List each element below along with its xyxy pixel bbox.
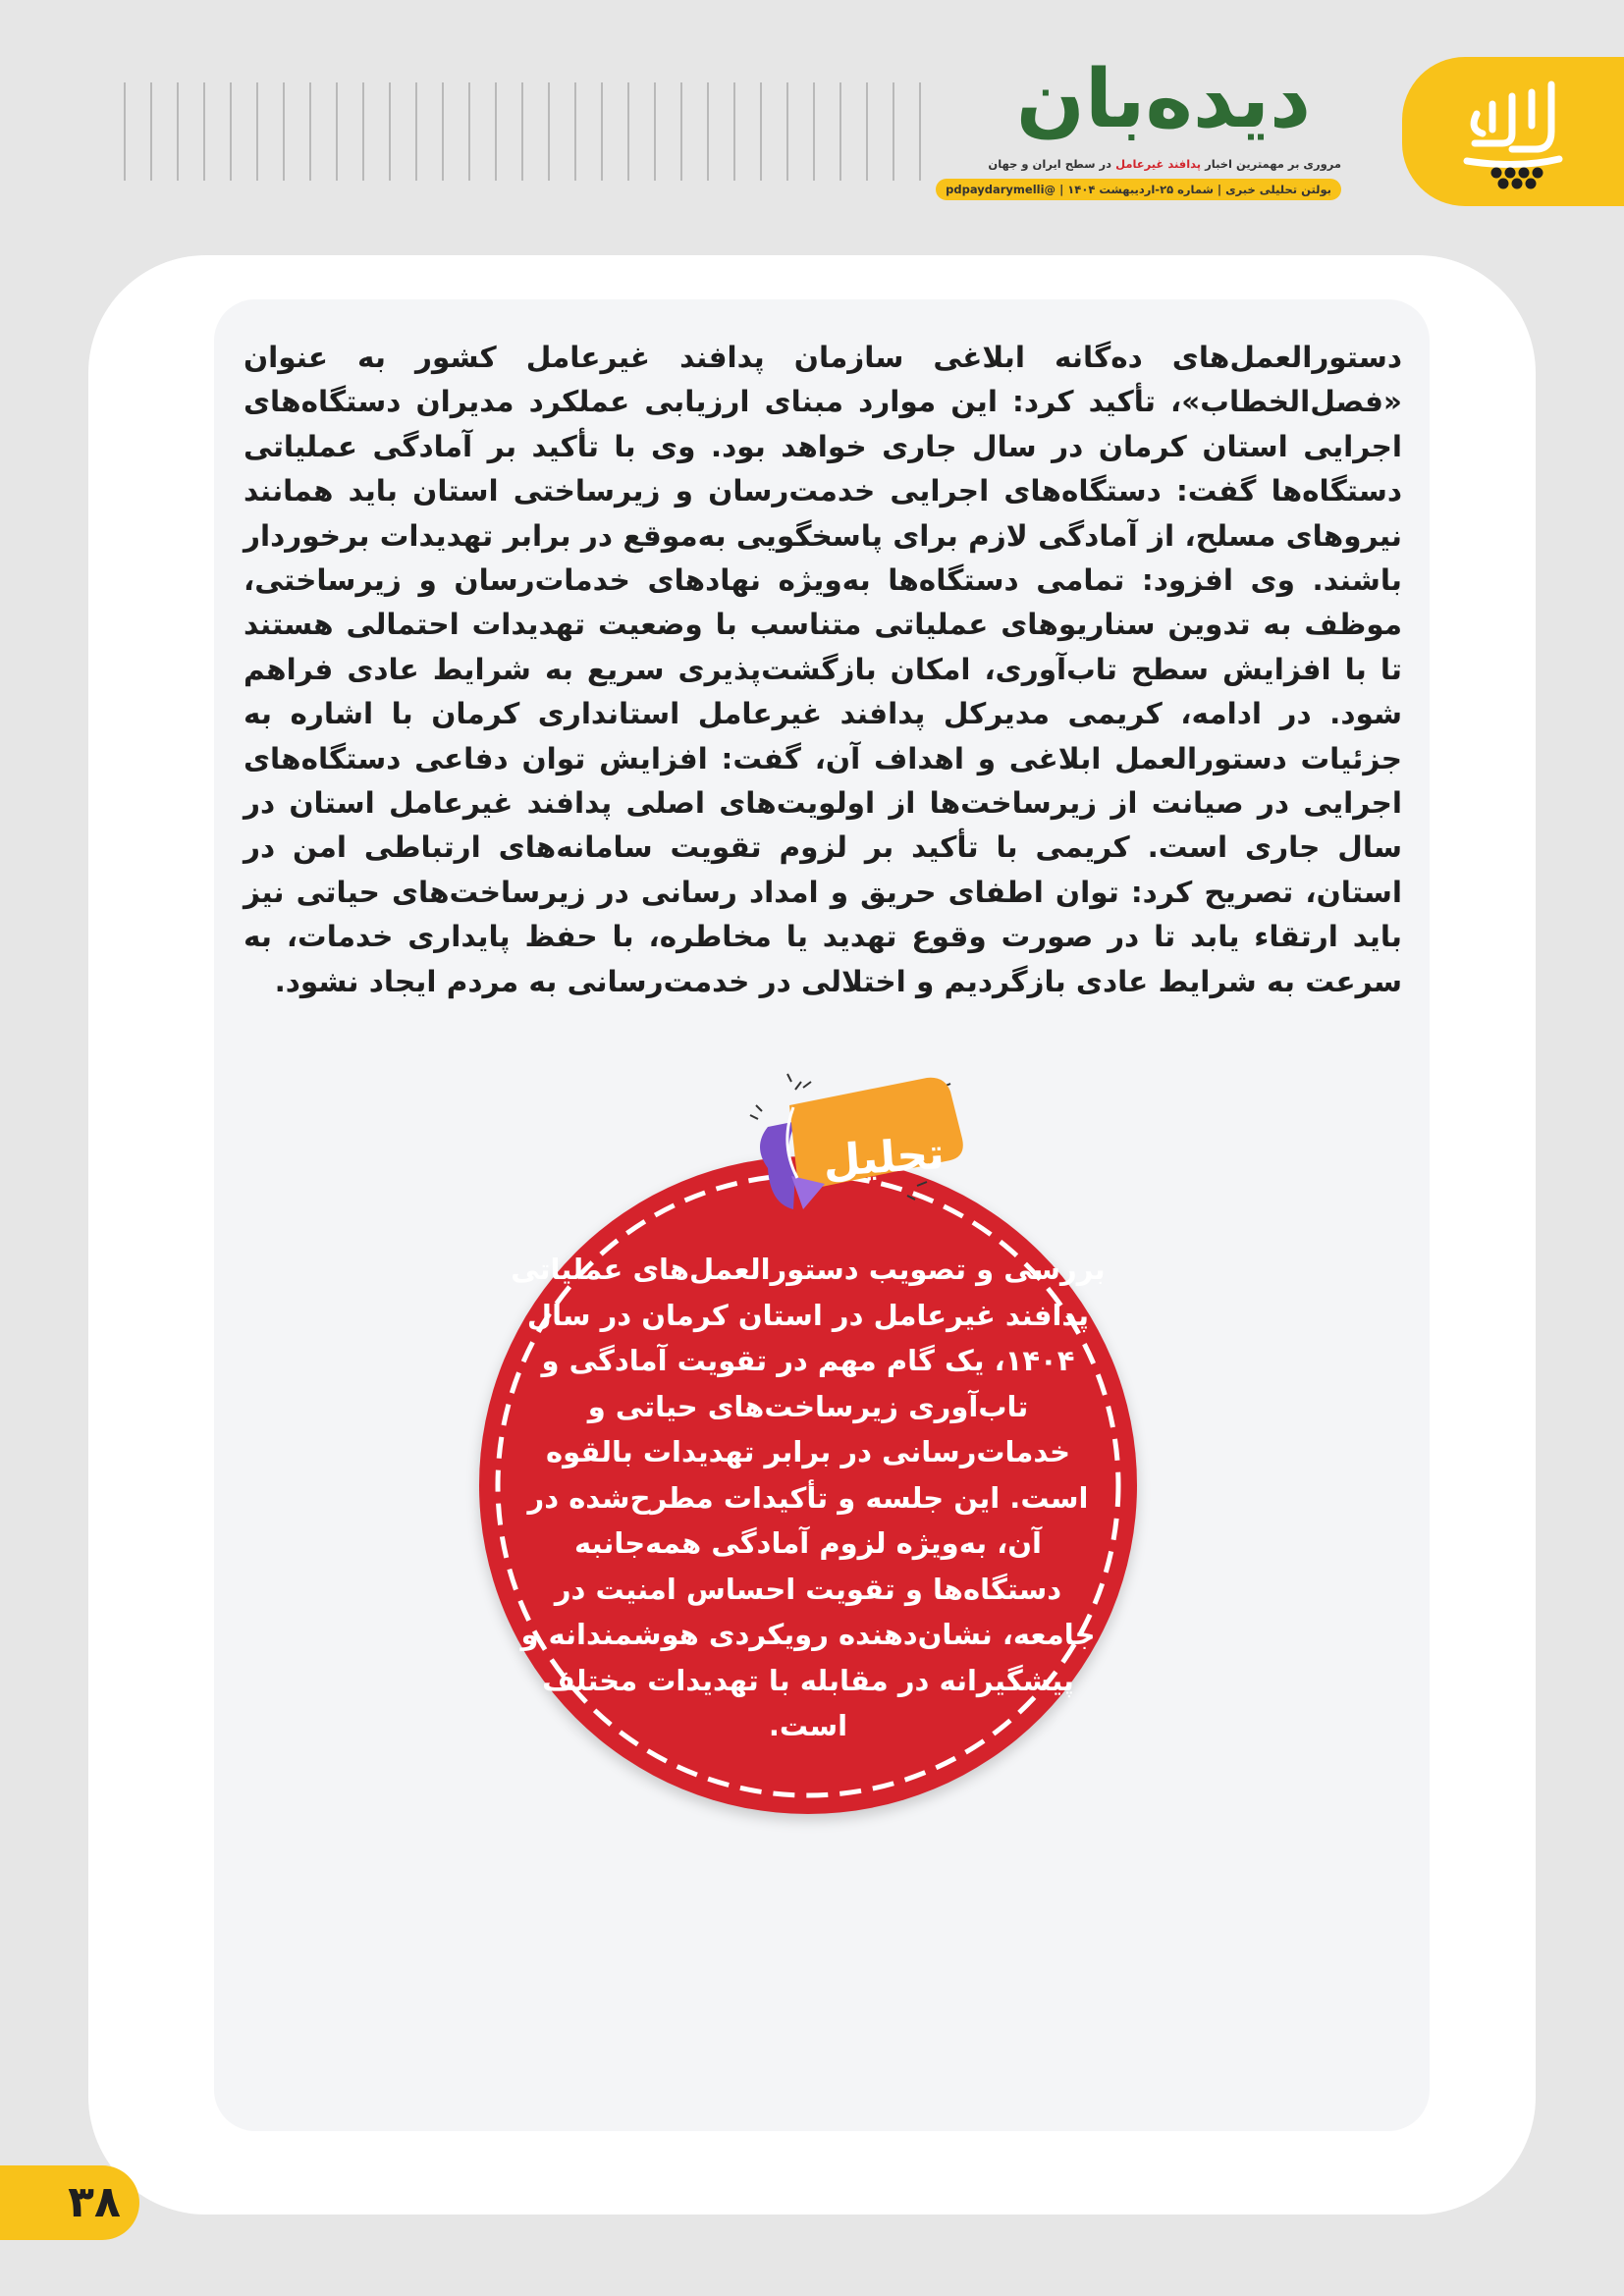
brand-subtitle: مروری بر مهمترین اخبار پدافند غیرعامل در سطح ایران و جهان [988,157,1341,171]
social-handle: @pdpaydarymelli [946,183,1056,196]
paydari-melli-logo [1402,57,1624,206]
bulletin-info: بولتن تحلیلی خبری | شماره ۲۵-اردیبهشت ۱۴۰۴ | [1059,183,1331,196]
page-number: ۳۸ [68,2177,121,2227]
analysis-tag-label: تحلیل [821,1128,947,1188]
brand-title: دیده‌بان [1015,53,1312,146]
brand-block [946,53,1345,202]
brand-subtitle-highlight: پدافند غیرعامل [1115,157,1202,171]
calligraphy-logo-icon [1449,75,1577,190]
article-body: دستورالعمل‌های ده‌گانه ابلاغی سازمان پدافند غیرعامل کشور به عنوان «فصل‌الخطاب»، تأکید کرد: این موارد مبنای ارزیابی عملکرد مدیران دستگاه‌های اجرایی استان کرمان در سال جاری خواهد بود. وی با تأکید بر آمادگی عملیاتی دستگاه‌ها گفت: دستگاه‌های اجرایی خدمت‌رسان و زیرساختی استان باید همانند نیروهای مسلح، از آمادگی لازم برای پاسخگویی به‌موقع در برابر تهدیدات برخوردار باشند. وی افزود: تمامی دستگاه‌ها به‌ویژه نهادهای خدمات‌رسان و زیرساختی، موظف به تدوین سناریوهای عملیاتی متناسب با وضعیت تهدیدات احتمالی هستند تا با افزایش سطح تاب‌آوری، امکان بازگشت‌پذیری سریع به شرایط عادی فراهم شود. در ادامه، کریمی مدیرکل پدافند غیرعامل استانداری کرمان با اشاره به جزئیات دستورالعمل ابلاغی و اهداف آن، گفت: افزایش توان دفاعی دستگاه‌های اجرایی در صیانت از زیرساخت‌ها از اولویت‌های اصلی پدافند غیرعامل استان در سال جاری است. کریمی با تأکید بر لزوم تقویت سامانه‌های ارتباطی امن در استان، تصریح کرد: توان اطفای حریق و امداد رسانی در زیرساخت‌های حیاتی نیز باید ارتقاء یابد تا در صورت وقوع تهدید یا مخاطره، با حفظ پایداری خدمات، به سرعت به شرایط عادی بازگردیم و اختلالی در خدمت‌رسانی به مردم ایجاد نشود. [244,341,1402,998]
header-decorative-lines [124,82,933,181]
bulletin-info-pill [936,179,1341,200]
analysis-box [479,1156,1137,1814]
analysis-text: بررسی و تصویب دستورالعمل‌های عملیاتی پدافند غیرعامل در استان کرمان در سال ۱۴۰۴، یک گام مهم در تقویت آمادگی و تاب‌آوری زیرساخت‌های حیاتی و خدمات‌رسانی در برابر تهدیدات بالقوه است. این جلسه و تأکیدات مطرح‌شده در آن، به‌ویژه لزوم آمادگی همه‌جانبه دستگاه‌ها و تقویت احساس امنیت در جامعه، نشان‌دهنده رویکردی هوشمندانه و پیشگیرانه در مقابله با تهدیدات مختلف است. [511,1253,1106,1742]
